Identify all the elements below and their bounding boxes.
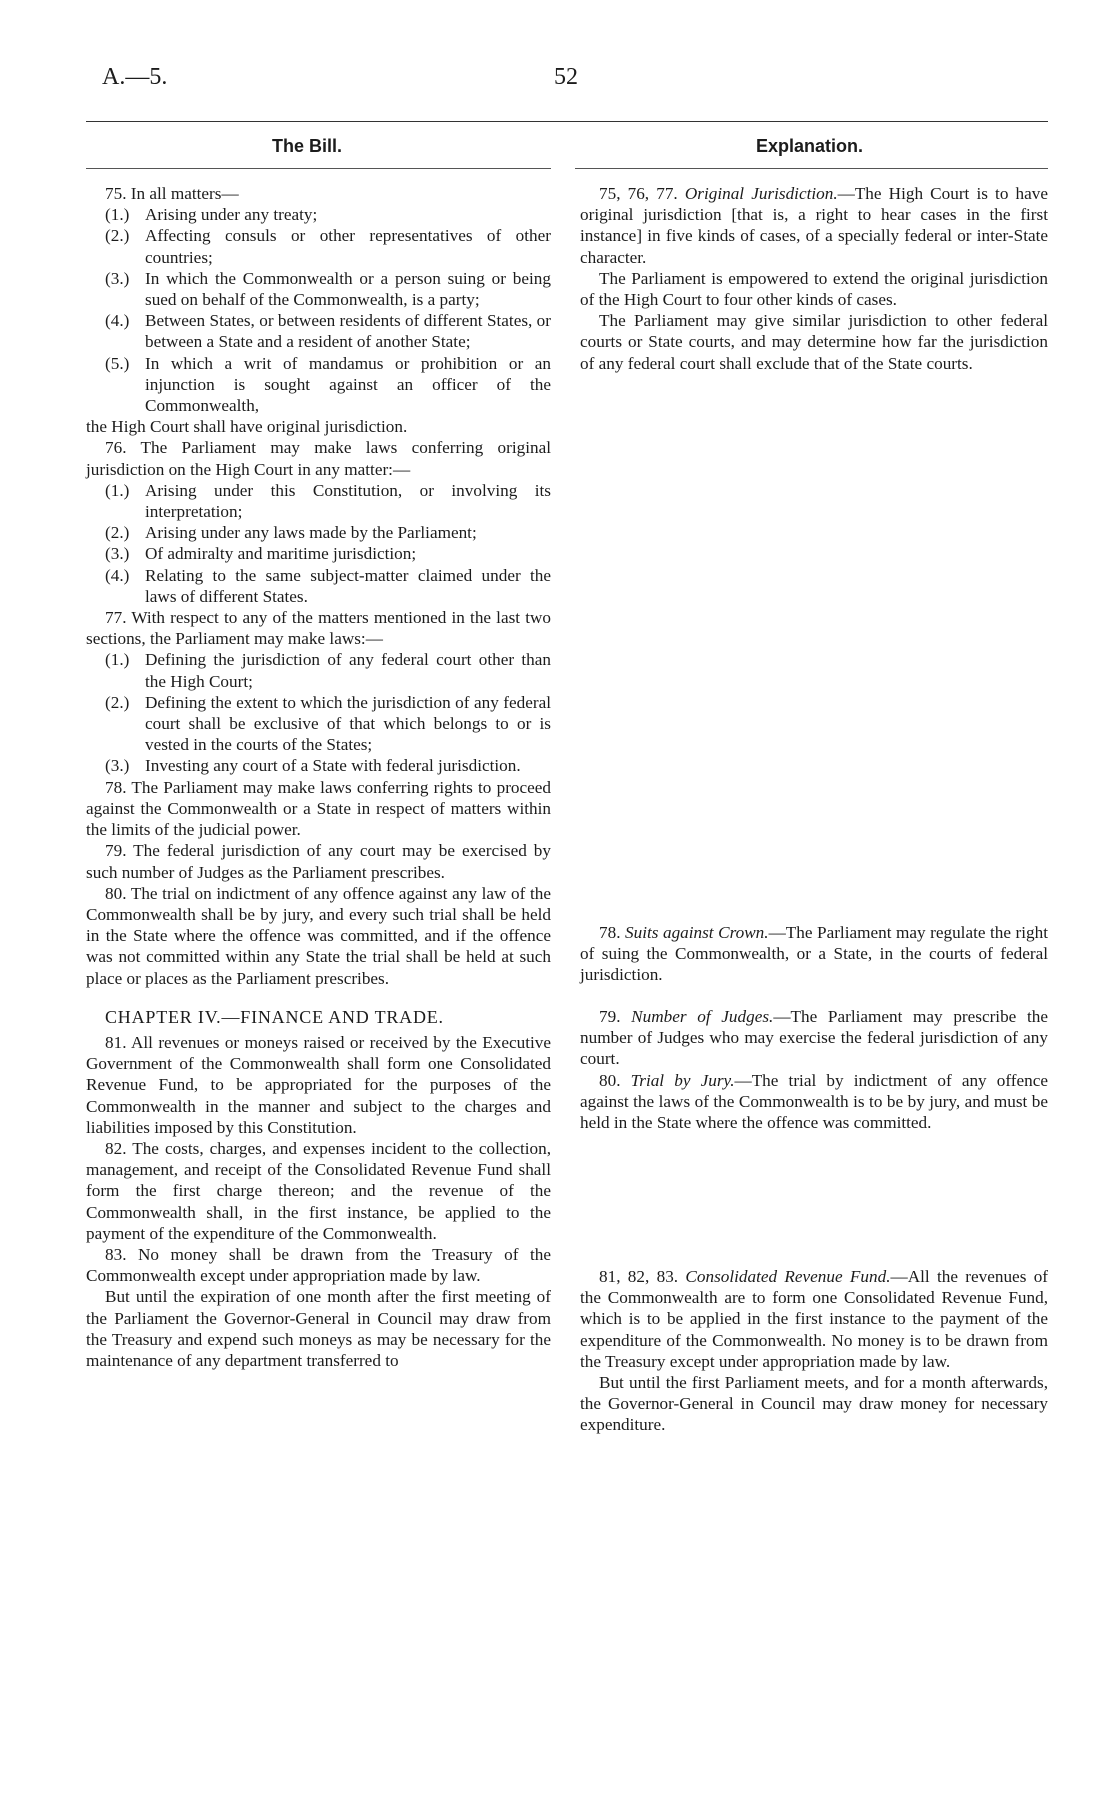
item-text: In which the Commonwealth or a person suing or being sued on behalf of the Commonwealth, is a party; (145, 268, 551, 310)
item-text: Defining the extent to which the jurisdiction of any federal court shall be exclusive of that which belongs to or is vested in the courts of the States; (145, 692, 551, 755)
section-76-item (86, 480, 551, 522)
item-text: Affecting consuls or other representatives of other countries; (145, 226, 551, 267)
item-number: (2.) (105, 523, 130, 543)
section-76-intro: 76. The Parliament may make laws conferring original jurisdiction on the High Court in any matter:— (86, 438, 551, 479)
item-text: Of admiralty and maritime jurisdiction; (145, 544, 417, 564)
section-75-item (86, 353, 551, 417)
document-code: A.—5. (102, 64, 168, 90)
explanation-paragraph: The Parliament may give similar jurisdiction to other federal courts or State courts, and may determine how far the jurisdiction of any federal court shall exclude that of the State courts. (580, 311, 1048, 373)
explanation-numbers: 75, 76, 77. (599, 184, 678, 203)
item-text: Between States, or between residents of different States, or between a State and a resident of another State; (145, 311, 551, 352)
explanation-text: —All the revenues of the Commonwealth are to form one Consolidated Revenue Fund, which is to be applied in the first instance to the payment of the expenditure of the Commonwealth. No money is to be drawn from the Treasury except under appropriation made by law. (580, 1267, 1049, 1371)
item-number: (4.) (105, 565, 130, 585)
section-77-intro: 77. With respect to any of the matters mentioned in the last two sections, the Parliament may make laws:— (86, 608, 551, 649)
item-number: (1.) (105, 650, 130, 670)
section-81: 81. All revenues or moneys raised or received by the Executive Government of the Commonwealth shall form one Consolidated Revenue Fund, to be appropriated for the purposes of the Commonwealth in the manner and subject to the charges and liabilities imposed by this Constitution. (86, 1032, 551, 1137)
explanation-text: —The trial by indictment of any offence against the laws of the Commonwealth is to be by jury, and must be held in the State where the offence was committed. (580, 1070, 1049, 1133)
page-number: 52 (554, 64, 578, 90)
item-text: Arising under any laws made by the Parliament; (145, 523, 477, 543)
section-79: 79. The federal jurisdiction of any court may be exercised by such number of Judges as the Parliament prescribes. (86, 841, 551, 882)
item-text: Arising under any treaty; (145, 205, 318, 225)
page-header (86, 64, 1048, 98)
item-text: Arising under this Constitution, or involving its interpretation; (145, 480, 551, 522)
item-text: Relating to the same subject-matter claimed under the laws of different States. (145, 565, 551, 606)
item-number: (3.) (105, 268, 130, 288)
section-76-item (86, 543, 551, 564)
explanation-heading-rule (575, 168, 1048, 169)
section-78: 78. The Parliament may make laws conferring rights to proceed against the Commonwealth or a State in respect of matters within the limits of the judicial power. (86, 777, 551, 840)
explanation-numbers: 79. (599, 1007, 621, 1026)
explanation-title: Original Jurisdiction. (684, 184, 838, 203)
section-82: 82. The costs, charges, and expenses incident to the collection, management, and receipt of the Consolidated Revenue Fund shall form the first charge thereon; and the revenue of the Commonwealth shall, in the first instance, be applied to the payment of the expenditure of the Commonwealth. (86, 1138, 551, 1243)
explanation-81-83 (580, 1266, 1048, 1436)
section-76-item (86, 565, 551, 607)
section-75-item (86, 310, 551, 352)
explanation-numbers: 80. (599, 1070, 621, 1090)
bill-column-heading: The Bill. (272, 136, 343, 156)
item-text: Defining the jurisdiction of any federal court other than the High Court; (145, 650, 551, 691)
section-75-item (86, 268, 551, 310)
explanation-text: —The High Court is to have original jurisdiction [that is, a right to hear cases in the first instance] in five kinds of cases, of a specially federal or inter-State character. (580, 184, 1049, 267)
item-number: (3.) (105, 544, 130, 564)
item-number: (2.) (105, 692, 130, 712)
explanation-title: Consolidated Revenue Fund. (685, 1267, 891, 1286)
section-75-item (86, 225, 551, 267)
section-77-item (86, 755, 551, 776)
item-number: (4.) (105, 311, 130, 331)
header-rule (86, 121, 1048, 122)
explanation-title: Trial by Jury. (630, 1070, 735, 1090)
explanation-title: Suits against Crown. (625, 923, 769, 942)
section-83-proviso: But until the expiration of one month after the first meeting of the Parliament the Governor-General in Council may draw from the Treasury and expend such moneys as may be necessary for the maintenance of any department transferred to (86, 1287, 551, 1370)
section-77-item (86, 649, 551, 691)
chapter-heading: CHAPTER IV.—FINANCE AND TRADE. (105, 1006, 444, 1027)
explanation-title: Number of Judges. (631, 1007, 774, 1026)
bill-heading-rule (86, 168, 551, 169)
bill-column (86, 183, 551, 1371)
explanation-numbers: 78. (599, 923, 621, 942)
explanation-paragraph: The Parliament is empowered to extend the original jurisdiction of the High Court to four other kinds of cases. (580, 268, 1048, 310)
item-text: In which a writ of mandamus or prohibition or an injunction is sought against an officer of the Commonwealth, (145, 353, 551, 416)
explanation-78 (580, 922, 1048, 986)
section-83: 83. No money shall be drawn from the Treasury of the Commonwealth except under appropriation made by law. (86, 1244, 551, 1286)
explanation-numbers: 81, 82, 83. (599, 1267, 679, 1286)
section-75-closing: the High Court shall have original jurisdiction. (86, 417, 408, 437)
explanation-text: —The Parliament may prescribe the number of Judges who may exercise the federal jurisdiction of any court. (580, 1007, 1048, 1069)
explanation-column-heading: Explanation. (756, 136, 864, 156)
section-75-item (86, 204, 551, 225)
item-number: (1.) (105, 205, 130, 225)
section-75-intro: 75. In all matters— (105, 184, 239, 203)
explanation-79 (580, 1006, 1048, 1133)
explanation-paragraph: But until the first Parliament meets, and for a month afterwards, the Governor-General in Council may draw money for necessary expenditure. (580, 1373, 1048, 1435)
section-76-item (86, 522, 551, 543)
item-number: (2.) (105, 226, 130, 246)
item-number: (1.) (105, 480, 130, 500)
explanation-text: —The Parliament may regulate the right of suing the Commonwealth, or a State, in the courts of federal jurisdiction. (580, 923, 1048, 985)
section-77-item (86, 692, 551, 756)
section-80: 80. The trial on indictment of any offence against any law of the Commonwealth shall be by jury, and every such trial shall be held in the State where the offence was committed, and if the offence was not committed within any State the trial shall be held at such place or places as the Parliament prescribes. (86, 883, 551, 988)
item-number: (5.) (105, 353, 130, 373)
explanation-75-77 (580, 183, 1048, 374)
item-text: Investing any court of a State with federal jurisdiction. (145, 756, 521, 776)
item-number: (3.) (105, 756, 130, 776)
